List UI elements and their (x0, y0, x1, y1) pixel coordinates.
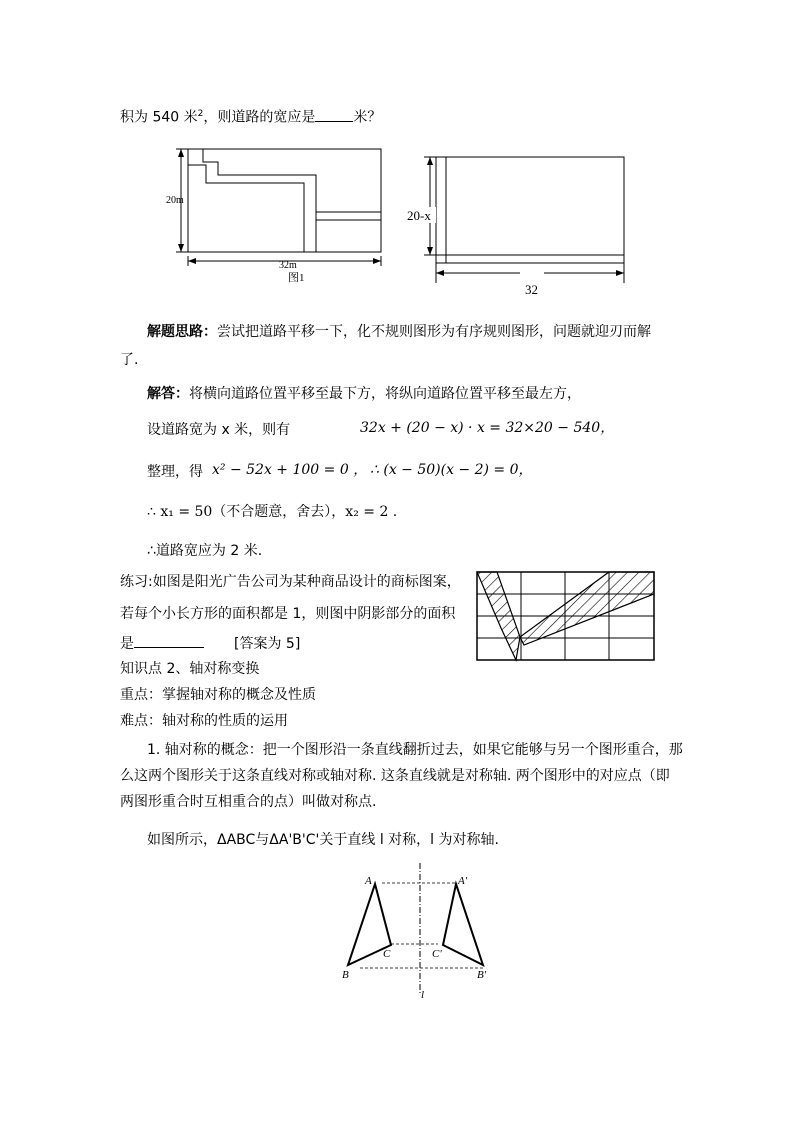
left-width-label: 32m (279, 260, 297, 271)
exercise-line3-prefix: 是 (120, 636, 134, 652)
label-C: C (383, 948, 391, 960)
exercise-line1: 练习:如图是阳光广告公司为某种商品设计的商标图案， (120, 574, 461, 590)
concept-line3: 两图形重合时互相重合的点）叫做对称点. (120, 794, 377, 810)
thinking-text1: 尝试把道路平移一下，化不规则图形为有序规则图形，问题就迎刃而解 (217, 324, 651, 340)
answer-label: 解答： (147, 386, 189, 402)
concept-line1: 1. 轴对称的概念：把一个图形沿一条直线翻折过去，如果它能够与另一个图形重合，那 (147, 742, 683, 758)
thinking-line2: 了. (120, 352, 139, 368)
example-text: 如图所示，ΔABC与ΔA'B'C'关于直线 l 对称，l 为对称轴. (147, 832, 499, 848)
top-line-prefix: 积为 540 米 (120, 109, 198, 126)
conclusion-line: ∴道路宽应为 2 米. (147, 543, 263, 559)
equation-1: 32x + (20 − x) · x = 32×20 − 540， (360, 420, 615, 436)
right-width-label: 32 (525, 282, 538, 297)
right-height-label: 20-x (407, 208, 431, 223)
answer-note: [答案为 5] (234, 636, 301, 652)
label-axis: l (421, 989, 425, 1001)
exercise-line2: 若每个小长方形的面积都是 1，则图中阴影部分的面积 (120, 606, 456, 622)
equation-3: ∴ (x − 50)(x − 2) = 0， (370, 462, 533, 478)
knowledge-point: 知识点 2、轴对称变换 (120, 661, 260, 677)
left-height-label: 20m (166, 195, 184, 206)
top-line-suffix: ，则道路的宽应是 (203, 109, 316, 126)
roots-line: ∴ x₁ = 50（不合题意，舍去），x₂ = 2 . (147, 504, 398, 520)
label-A: A (365, 875, 372, 887)
label-B: B (342, 969, 349, 981)
top-line-sup: 2 (197, 109, 204, 119)
thinking-label: 解题思路： (147, 324, 217, 340)
concept-line2: 么这两个图形关于这条直线对称或轴对称. 这条直线就是对称轴. 两个图形中的对应点（即 (120, 768, 670, 784)
answer-text: 将横向道路位置平移至最下方，将纵向道路位置平移至最左方， (189, 386, 581, 402)
let-text: 设道路宽为 x 米，则有 (147, 422, 291, 438)
equation-2: x² − 52x + 100 = 0 ， (212, 462, 368, 478)
label-A-prime: A' (458, 875, 468, 887)
difficulty-point: 难点：轴对称的性质的运用 (120, 713, 288, 729)
top-line-tail: 米？ (353, 109, 382, 126)
figure-caption: 图1 (288, 272, 305, 284)
label-C-prime: C' (432, 948, 442, 960)
key-point: 重点：掌握轴对称的概念及性质 (120, 687, 316, 703)
label-B-prime: B' (477, 969, 487, 981)
tidy-label: 整理，得 (147, 464, 203, 480)
